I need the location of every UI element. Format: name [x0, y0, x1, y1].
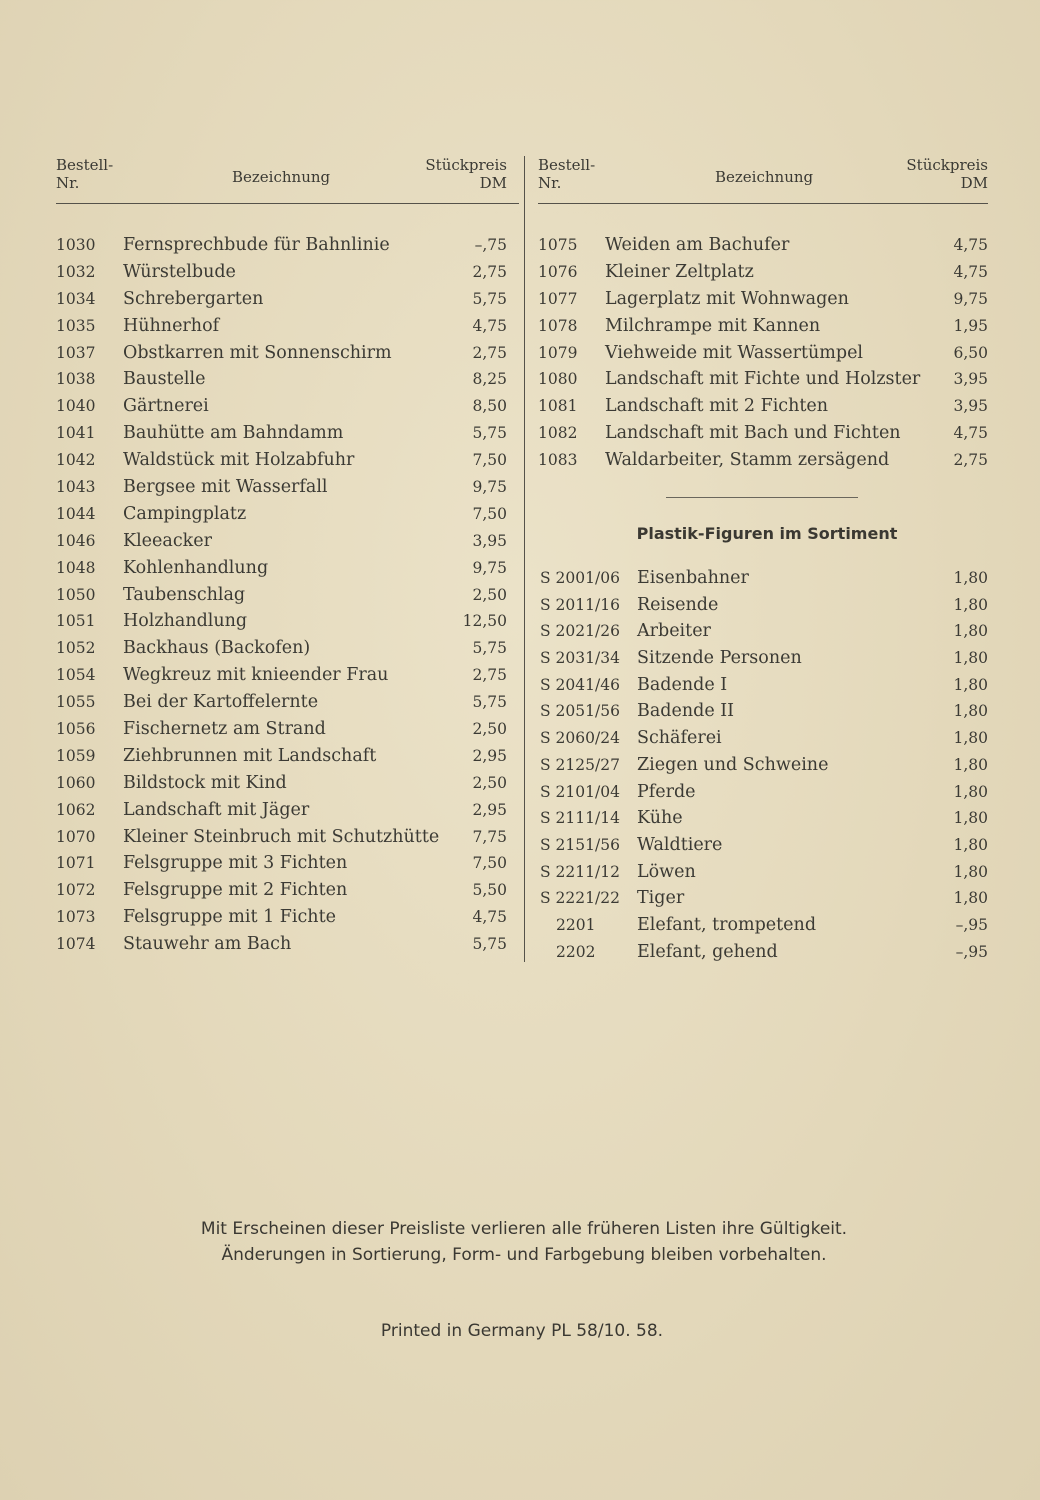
unit-price: 1,80	[953, 649, 988, 668]
unit-price: 1,80	[953, 569, 988, 587]
table-row	[538, 859, 988, 886]
item-list-right	[538, 232, 988, 474]
order-number: 1054	[56, 666, 96, 685]
item-designation: Eisenbahner	[637, 568, 749, 588]
item-designation: Lagerplatz mit Wohnwagen	[605, 288, 849, 309]
order-number: 1051	[56, 612, 96, 631]
unit-price: –,95	[955, 942, 988, 961]
order-number: 1060	[56, 773, 96, 792]
item-designation: Weiden am Bachufer	[605, 235, 790, 255]
unit-price: 5,75	[472, 693, 507, 712]
unit-price: 5,75	[472, 289, 507, 308]
unit-price: 4,75	[472, 316, 507, 335]
table-row	[538, 592, 988, 619]
unit-price: 1,80	[953, 889, 988, 908]
item-designation: Elefant, gehend	[637, 941, 778, 962]
unit-price: 3,95	[472, 531, 507, 550]
order-number: 1041	[56, 424, 96, 443]
item-designation: Baustelle	[123, 369, 206, 390]
table-row	[56, 259, 507, 286]
table-row	[538, 832, 988, 859]
item-designation: Ziegen und Schweine	[637, 754, 829, 775]
order-number: 1081	[538, 397, 578, 416]
order-number: S 2101/04	[540, 782, 620, 801]
table-row	[56, 608, 507, 635]
order-number: 1080	[538, 370, 578, 389]
item-designation: Bildstock mit Kind	[123, 772, 287, 793]
item-designation: Kleeacker	[123, 530, 212, 551]
item-designation: Arbeiter	[637, 621, 711, 642]
unit-price: 1,80	[953, 835, 988, 854]
order-number: S 2060/24	[540, 729, 620, 748]
order-number: S 2151/56	[540, 835, 620, 854]
table-row	[538, 672, 988, 699]
item-designation: Landschaft mit Fichte und Holzster	[605, 369, 921, 390]
order-number: 1076	[538, 262, 578, 281]
order-number: 1052	[56, 639, 96, 658]
table-row	[56, 635, 507, 662]
order-number: S 2221/22	[540, 889, 620, 908]
table-row	[538, 698, 988, 725]
item-designation: Elefant, trompetend	[637, 914, 817, 935]
table-row	[538, 393, 988, 420]
unit-price: 1,80	[953, 675, 988, 694]
table-row	[56, 501, 507, 528]
order-number: 1043	[56, 478, 96, 497]
unit-price: 8,50	[472, 397, 507, 416]
order-number: 1038	[56, 370, 96, 389]
order-number: 1055	[56, 693, 96, 712]
unit-price: 5,75	[472, 935, 507, 954]
order-number: 1040	[56, 397, 96, 416]
unit-price: 7,50	[472, 451, 507, 470]
order-number: S 2031/34	[540, 649, 620, 668]
order-number: 1042	[56, 451, 96, 470]
section-divider	[666, 497, 858, 498]
header-designation: Bezeichnung	[715, 168, 814, 186]
order-number: 1083	[538, 451, 578, 470]
item-designation: Waldarbeiter, Stamm zersägend	[605, 450, 890, 471]
table-row	[56, 931, 507, 958]
order-number: 1037	[56, 343, 96, 362]
order-number: 1034	[56, 289, 96, 308]
header-designation: Bezeichnung	[232, 168, 331, 186]
item-designation: Landschaft mit Jäger	[123, 799, 310, 820]
order-number: 1050	[56, 585, 96, 604]
header-divider-right	[538, 203, 988, 204]
item-designation: Waldtiere	[637, 834, 723, 855]
item-designation: Gärtnerei	[123, 396, 209, 417]
table-row	[56, 716, 507, 743]
header-order-number: Bestell- Nr.	[56, 156, 114, 192]
unit-price: 7,75	[472, 827, 507, 846]
table-header-right	[538, 156, 988, 198]
unit-price: 2,75	[953, 451, 988, 470]
table-row	[538, 939, 988, 966]
order-number: 1070	[56, 827, 96, 846]
order-number: 1074	[56, 935, 96, 954]
order-number: S 2111/14	[540, 809, 620, 828]
table-row	[538, 232, 988, 259]
table-row	[56, 850, 507, 877]
table-row	[538, 725, 988, 752]
order-number: 1079	[538, 343, 578, 362]
order-number: 2202	[556, 942, 596, 961]
table-row	[56, 340, 507, 367]
order-number: 1035	[56, 316, 96, 335]
item-designation: Schrebergarten	[123, 288, 264, 309]
order-number: S 2041/46	[540, 675, 620, 694]
order-number: S 2211/12	[540, 862, 620, 881]
item-designation: Kühe	[637, 808, 683, 829]
order-number: 1082	[538, 424, 578, 443]
table-row	[538, 286, 988, 313]
table-header-left	[56, 156, 507, 198]
unit-price: 2,75	[472, 343, 507, 362]
item-designation: Felsgruppe mit 2 Fichten	[123, 880, 348, 901]
item-designation: Stauwehr am Bach	[123, 934, 292, 955]
order-number: 1072	[56, 881, 96, 900]
unit-price: 4,75	[953, 262, 988, 281]
unit-price: 1,80	[953, 729, 988, 748]
order-number: S 2125/27	[540, 755, 620, 774]
table-row	[538, 259, 988, 286]
item-designation: Hühnerhof	[123, 315, 220, 336]
table-row	[56, 824, 507, 851]
unit-price: 1,80	[953, 755, 988, 774]
unit-price: 1,80	[953, 702, 988, 721]
item-designation: Badende I	[637, 674, 728, 695]
order-number: 1030	[56, 236, 96, 254]
unit-price: 2,50	[472, 720, 507, 739]
table-row	[538, 447, 988, 474]
unit-price: 9,75	[472, 478, 507, 497]
header-unit-price: Stückpreis DM	[425, 156, 507, 192]
item-designation: Kohlenhandlung	[123, 557, 269, 578]
figures-list	[538, 565, 988, 965]
item-designation: Reisende	[637, 594, 719, 615]
validity-note: Mit Erscheinen dieser Preisliste verlieren alle früheren Listen ihre Gültigkeit.	[200, 1219, 848, 1239]
unit-price: 1,80	[953, 809, 988, 828]
order-number: 1059	[56, 746, 96, 765]
unit-price: 3,95	[953, 397, 988, 416]
order-number: 1048	[56, 558, 96, 577]
unit-price: 1,80	[953, 862, 988, 881]
item-designation: Obstkarren mit Sonnenschirm	[123, 342, 392, 363]
table-row	[56, 582, 507, 609]
unit-price: 2,75	[472, 262, 507, 281]
order-number: S 2051/56	[540, 702, 620, 721]
order-number: 1078	[538, 316, 578, 335]
unit-price: 12,50	[462, 612, 507, 631]
item-designation: Landschaft mit Bach und Fichten	[605, 423, 901, 444]
order-number: 2201	[556, 915, 596, 934]
table-row	[56, 662, 507, 689]
table-row	[56, 393, 507, 420]
item-designation: Fischernetz am Strand	[123, 719, 326, 740]
order-number: 1044	[56, 504, 96, 523]
unit-price: 2,95	[472, 800, 507, 819]
order-number: S 2021/26	[540, 622, 620, 641]
unit-price: 9,75	[953, 289, 988, 308]
item-designation: Felsgruppe mit 3 Fichten	[123, 853, 348, 874]
table-row	[56, 797, 507, 824]
table-row	[538, 618, 988, 645]
item-designation: Milchrampe mit Kannen	[605, 315, 821, 336]
table-row	[56, 474, 507, 501]
column-divider	[524, 156, 525, 962]
order-number: 1056	[56, 720, 96, 739]
unit-price: 8,25	[472, 370, 507, 389]
print-imprint: Printed in Germany PL 58/10. 58.	[380, 1321, 664, 1341]
item-designation: Holzhandlung	[123, 611, 248, 632]
header-divider-left	[56, 203, 519, 204]
order-number: S 2001/06	[540, 569, 620, 587]
table-row	[538, 885, 988, 912]
item-designation: Pferde	[637, 781, 696, 802]
order-number: 1077	[538, 289, 578, 308]
item-designation: Backhaus (Backofen)	[123, 638, 311, 659]
unit-price: 5,75	[472, 639, 507, 658]
table-row	[56, 420, 507, 447]
order-number: 1062	[56, 800, 96, 819]
order-number: 1046	[56, 531, 96, 550]
table-row	[56, 555, 507, 582]
item-designation: Felsgruppe mit 1 Fichte	[123, 907, 336, 928]
order-number: 1073	[56, 908, 96, 927]
item-designation: Schäferei	[637, 728, 722, 749]
order-number: 1071	[56, 854, 96, 873]
unit-price: 7,50	[472, 504, 507, 523]
table-row	[538, 340, 988, 367]
unit-price: 2,50	[472, 585, 507, 604]
item-designation: Landschaft mit 2 Fichten	[605, 396, 829, 417]
unit-price: 2,75	[472, 666, 507, 685]
table-row	[538, 645, 988, 672]
item-designation: Waldstück mit Holzabfuhr	[123, 450, 355, 471]
item-designation: Fernsprechbude für Bahnlinie	[123, 235, 390, 255]
header-unit-price: Stückpreis DM	[906, 156, 988, 192]
unit-price: 4,75	[953, 424, 988, 443]
item-list-left	[56, 232, 507, 958]
unit-price: 4,75	[953, 236, 988, 254]
unit-price: 5,75	[472, 424, 507, 443]
item-designation: Kleiner Steinbruch mit Schutzhütte	[123, 826, 440, 847]
item-designation: Würstelbude	[123, 261, 236, 282]
unit-price: 9,75	[472, 558, 507, 577]
order-number: 1075	[538, 236, 578, 254]
item-designation: Badende II	[637, 701, 735, 722]
unit-price: 2,95	[472, 746, 507, 765]
table-row	[538, 366, 988, 393]
unit-price: 1,80	[953, 782, 988, 801]
table-row	[56, 528, 507, 555]
item-designation: Campingplatz	[123, 503, 247, 524]
table-row	[56, 447, 507, 474]
table-row	[538, 752, 988, 779]
item-designation: Ziehbrunnen mit Landschaft	[123, 745, 377, 766]
item-designation: Taubenschlag	[123, 584, 246, 605]
unit-price: –,75	[474, 236, 507, 254]
table-row	[538, 313, 988, 340]
table-row	[56, 904, 507, 931]
item-designation: Tiger	[637, 888, 685, 909]
unit-price: 4,75	[472, 908, 507, 927]
unit-price: 7,50	[472, 854, 507, 873]
table-row	[56, 366, 507, 393]
item-designation: Bauhütte am Bahndamm	[123, 423, 344, 444]
table-row	[56, 770, 507, 797]
item-designation: Bergsee mit Wasserfall	[123, 477, 328, 498]
unit-price: 1,80	[953, 595, 988, 614]
item-designation: Sitzende Personen	[637, 648, 802, 669]
unit-price: 3,95	[953, 370, 988, 389]
order-number: S 2011/16	[540, 595, 620, 614]
order-number: 1032	[56, 262, 96, 281]
table-row	[538, 420, 988, 447]
item-designation: Viehweide mit Wassertümpel	[605, 342, 864, 363]
table-row	[538, 779, 988, 806]
unit-price: 1,80	[953, 622, 988, 641]
section-title: Plastik-Figuren im Sortiment	[636, 524, 898, 543]
table-row	[56, 877, 507, 904]
table-row	[538, 912, 988, 939]
unit-price: 1,95	[953, 316, 988, 335]
table-row	[56, 286, 507, 313]
unit-price: 6,50	[953, 343, 988, 362]
unit-price: –,95	[955, 915, 988, 934]
table-row	[56, 313, 507, 340]
unit-price: 5,50	[472, 881, 507, 900]
changes-note: Änderungen in Sortierung, Form- und Farbgebung bleiben vorbehalten.	[221, 1245, 827, 1265]
table-row	[56, 232, 507, 259]
table-row	[56, 689, 507, 716]
item-designation: Bei der Kartoffelernte	[123, 692, 319, 713]
table-row	[56, 743, 507, 770]
table-row	[538, 565, 988, 592]
table-row	[538, 805, 988, 832]
item-designation: Löwen	[637, 861, 696, 882]
header-order-number: Bestell- Nr.	[538, 156, 596, 192]
item-designation: Wegkreuz mit knieender Frau	[123, 665, 389, 686]
unit-price: 2,50	[472, 773, 507, 792]
item-designation: Kleiner Zeltplatz	[605, 261, 754, 282]
